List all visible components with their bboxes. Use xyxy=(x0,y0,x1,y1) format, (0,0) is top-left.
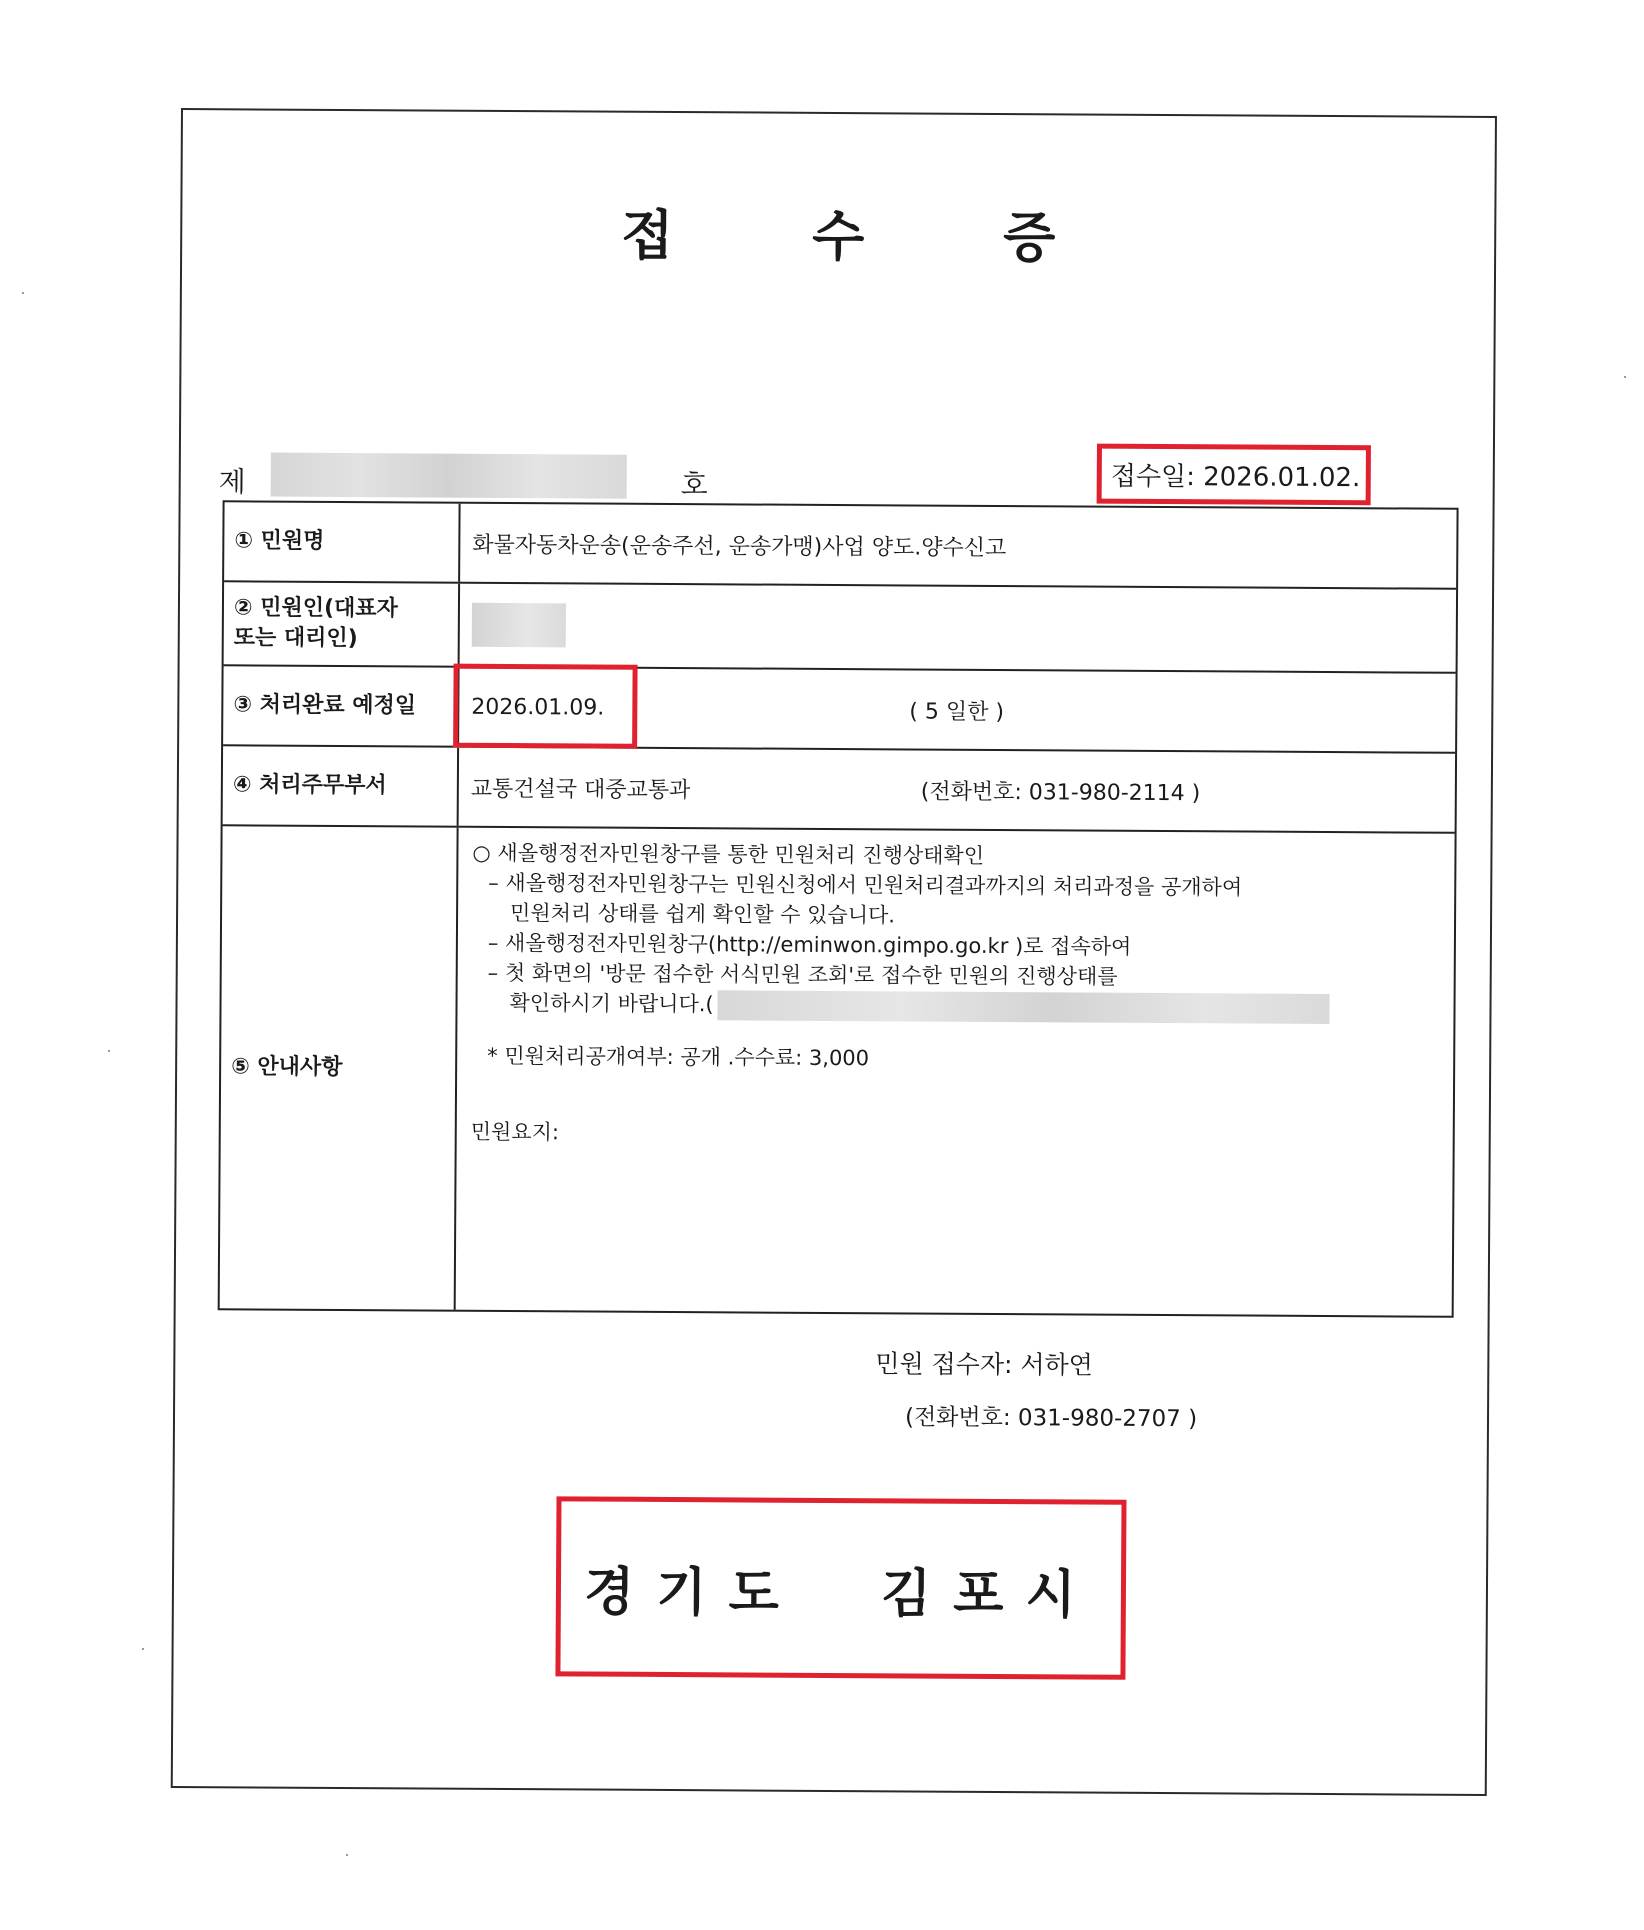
document-title: 접 수 증 xyxy=(620,203,1116,270)
receipt-table xyxy=(218,500,1459,1318)
value-complaint-name: 화물자동차운송(운송주선, 운송가맹)사업 양도.양수신고 xyxy=(472,532,1007,561)
redacted-applicant xyxy=(472,603,566,648)
expected-completion-date: 2026.01.09. xyxy=(471,694,605,721)
scan-speck xyxy=(346,1854,348,1856)
table-row xyxy=(224,502,1456,590)
document-page xyxy=(171,108,1497,1796)
issuer-highlight xyxy=(555,1496,1126,1679)
processing-days: ( 5 일한 ) xyxy=(909,698,1005,725)
notice-line: – 새올행정전자민원창구(http://eminwon.gimpo.go.kr )로 접속하여 xyxy=(487,930,1132,959)
label-department: ④ 처리주무부서 xyxy=(223,746,459,825)
label-notice: ⑤ 안내사항 xyxy=(220,826,459,1309)
notice-line: – 첫 화면의 '방문 접수한 서식민원 조회'로 접수한 민원의 진행상태를 xyxy=(487,960,1118,989)
value-department xyxy=(459,748,1455,832)
issuer-name: 경기도 김포시 xyxy=(583,1561,1098,1626)
notice-heading: ○ 새올행정전자민원창구를 통한 민원처리 진행상태확인 xyxy=(472,840,985,868)
scan-speck xyxy=(108,1050,110,1052)
number-suffix: 호 xyxy=(680,468,708,502)
notice-line: – 새올행정전자민원창구는 민원신청에서 민원처리결과까지의 처리과정을 공개하여 xyxy=(488,870,1243,900)
scan-speck xyxy=(1624,376,1626,378)
receipt-date: 접수일: 2026.01.02. xyxy=(1110,461,1361,494)
notice-line-text: 확인하시기 바랍니다.( xyxy=(509,991,714,1017)
value-applicant xyxy=(460,584,1456,672)
scan-speck xyxy=(142,1648,144,1650)
notice-content xyxy=(456,828,1455,1316)
receipt-date-highlight xyxy=(1097,444,1371,506)
notice-summary-label: 민원요지: xyxy=(470,1119,560,1145)
table-row xyxy=(223,666,1455,754)
number-prefix: 제 xyxy=(218,465,246,499)
notice-line: 민원처리 상태를 쉽게 확인할 수 있습니다. xyxy=(510,901,896,928)
table-row xyxy=(223,746,1455,834)
completion-date-highlight xyxy=(453,664,638,749)
notice-line-with-redaction xyxy=(471,988,1439,1025)
receiver-phone: (전화번호: 031-980-2707 ) xyxy=(904,1404,1198,1433)
document-number-line xyxy=(218,460,708,502)
redacted-notice xyxy=(718,990,1330,1024)
label-expected-completion: ③ 처리완료 예정일 xyxy=(223,666,459,745)
scan-speck xyxy=(22,292,24,294)
department-phone: (전화번호: 031-980-2114 ) xyxy=(920,779,1201,806)
redacted-number xyxy=(271,453,627,499)
receiver-name: 민원 접수자: 서하연 xyxy=(875,1349,1093,1380)
table-row xyxy=(220,826,1455,1316)
department-name: 교통건설국 대중교통과 xyxy=(470,776,691,803)
label-applicant: ② 민원인(대표자 또는 대리인) xyxy=(224,582,460,665)
notice-fee: * 민원처리공개여부: 공개 .수수료: 3,000 xyxy=(487,1043,870,1071)
table-row xyxy=(224,582,1456,674)
label-complaint-name: ① 민원명 xyxy=(224,502,460,581)
